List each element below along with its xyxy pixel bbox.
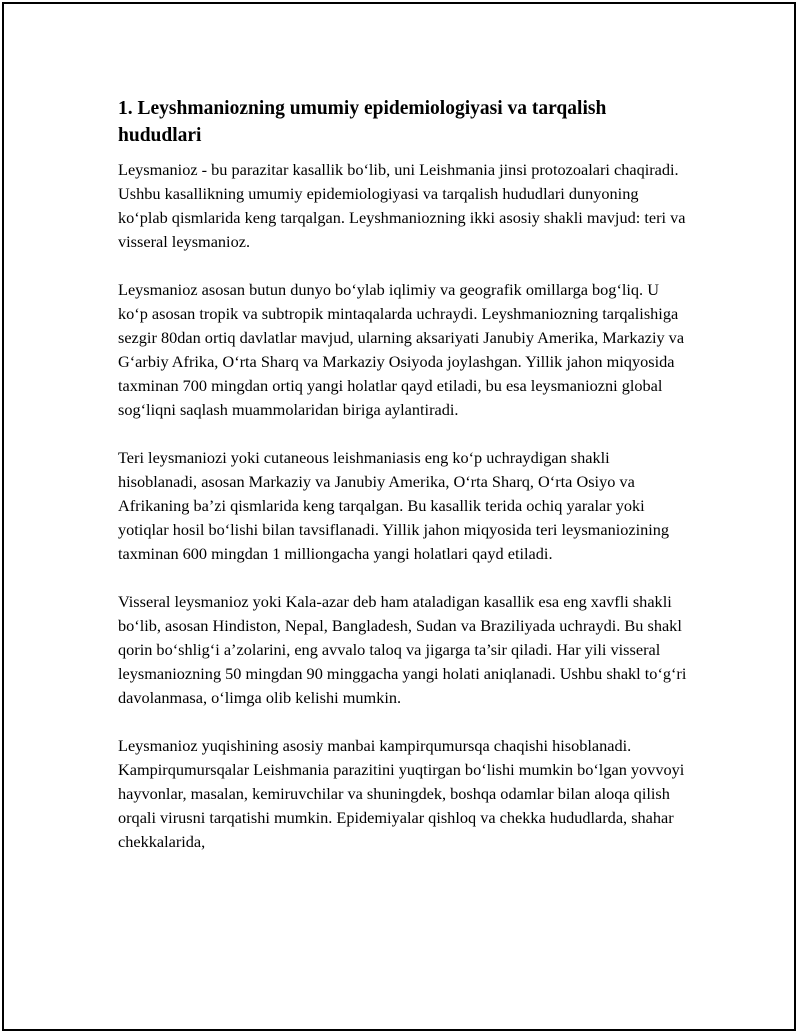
paragraph-visceral: Visseral leysmanioz yoki Kala-azar deb ham ataladigan kasallik esa eng xavfli shakli bo‘lib, asosan Hindiston, Nepal, Bangladesh, Sudan va Braziliyada uchraydi. Bu shakl qorin bo‘shlig‘i a’zolarini, eng avvalo taloq va jigarga ta’sir qiladi. Har yili visseral leysmaniozning 50 mingdan 90 minggacha yangi holati aniqlanadi. Ushbu shakl to‘g‘ri davolanmasa, o‘limga olib kelishi mumkin. (118, 592, 687, 707)
document-body (118, 95, 688, 878)
paragraph-intro: Leysmanioz - bu parazitar kasallik bo‘lib, uni Leishmania jinsi protozoalari chaqiradi. Ushbu kasallikning umumiy epidemiologiyasi va tarqalish hududlari dunyoning ko‘plab qismlarida keng tarqalgan. Leyshmaniozning ikki asosiy shakli mavjud: teri va visseral leysmanioz. (118, 160, 686, 251)
paragraph-transmission: Leysmanioz yuqishining asosiy manbai kampirqumursqa chaqishi hisoblanadi. Kampirqumursqalar Leishmania parazitini yuqtirgan bo‘lishi mumkin bo‘lgan yovvoyi hayvonlar, masalan, kemiruvchilar va shuningdek, boshqa odamlar bilan aloqa qilish orqali virusni tarqatishi mumkin. Epidemiyalar qishloq va chekka hududlarda, shahar chekkalarida, (118, 736, 685, 851)
paragraph-geography: Leysmanioz asosan butun dunyo bo‘ylab iqlimiy va geografik omillarga bog‘liq. U ko‘p asosan tropik va subtropik mintaqalarda uchraydi. Leyshmaniozning tarqalishiga sezgir 80dan ortiq davlatlar mavjud, ularning aksariyati Janubiy Amerika, Markaziy va G‘arbiy Afrika, O‘rta Sharq va Markaziy Osiyoda joylashgan. Yillik jahon miqyosida taxminan 700 mingdan ortiq yangi holatlar qayd etiladi, bu esa leysmaniozni global sog‘liqni saqlash muammolaridan biriga aylantiradi. (118, 280, 685, 419)
section-heading: 1. Leyshmaniozning umumiy epidemiologiyasi va tarqalish hududlari (118, 98, 607, 146)
paragraph-cutaneous: Teri leysmaniozi yoki cutaneous leishmaniasis eng ko‘p uchraydigan shakli hisoblanadi, asosan Markaziy va Janubiy Amerika, O‘rta Sharq, O‘rta Osiyo va Afrikaning ba’zi qismlarida keng tarqalgan. Bu kasallik terida ochiq yaralar yoki yotiqlar hosil bo‘lishi bilan tavsiflanadi. Yillik jahon miqyosida teri leysmaniozining taxminan 600 mingdan 1 milliongacha yangi holatlari qayd etiladi. (118, 448, 670, 563)
